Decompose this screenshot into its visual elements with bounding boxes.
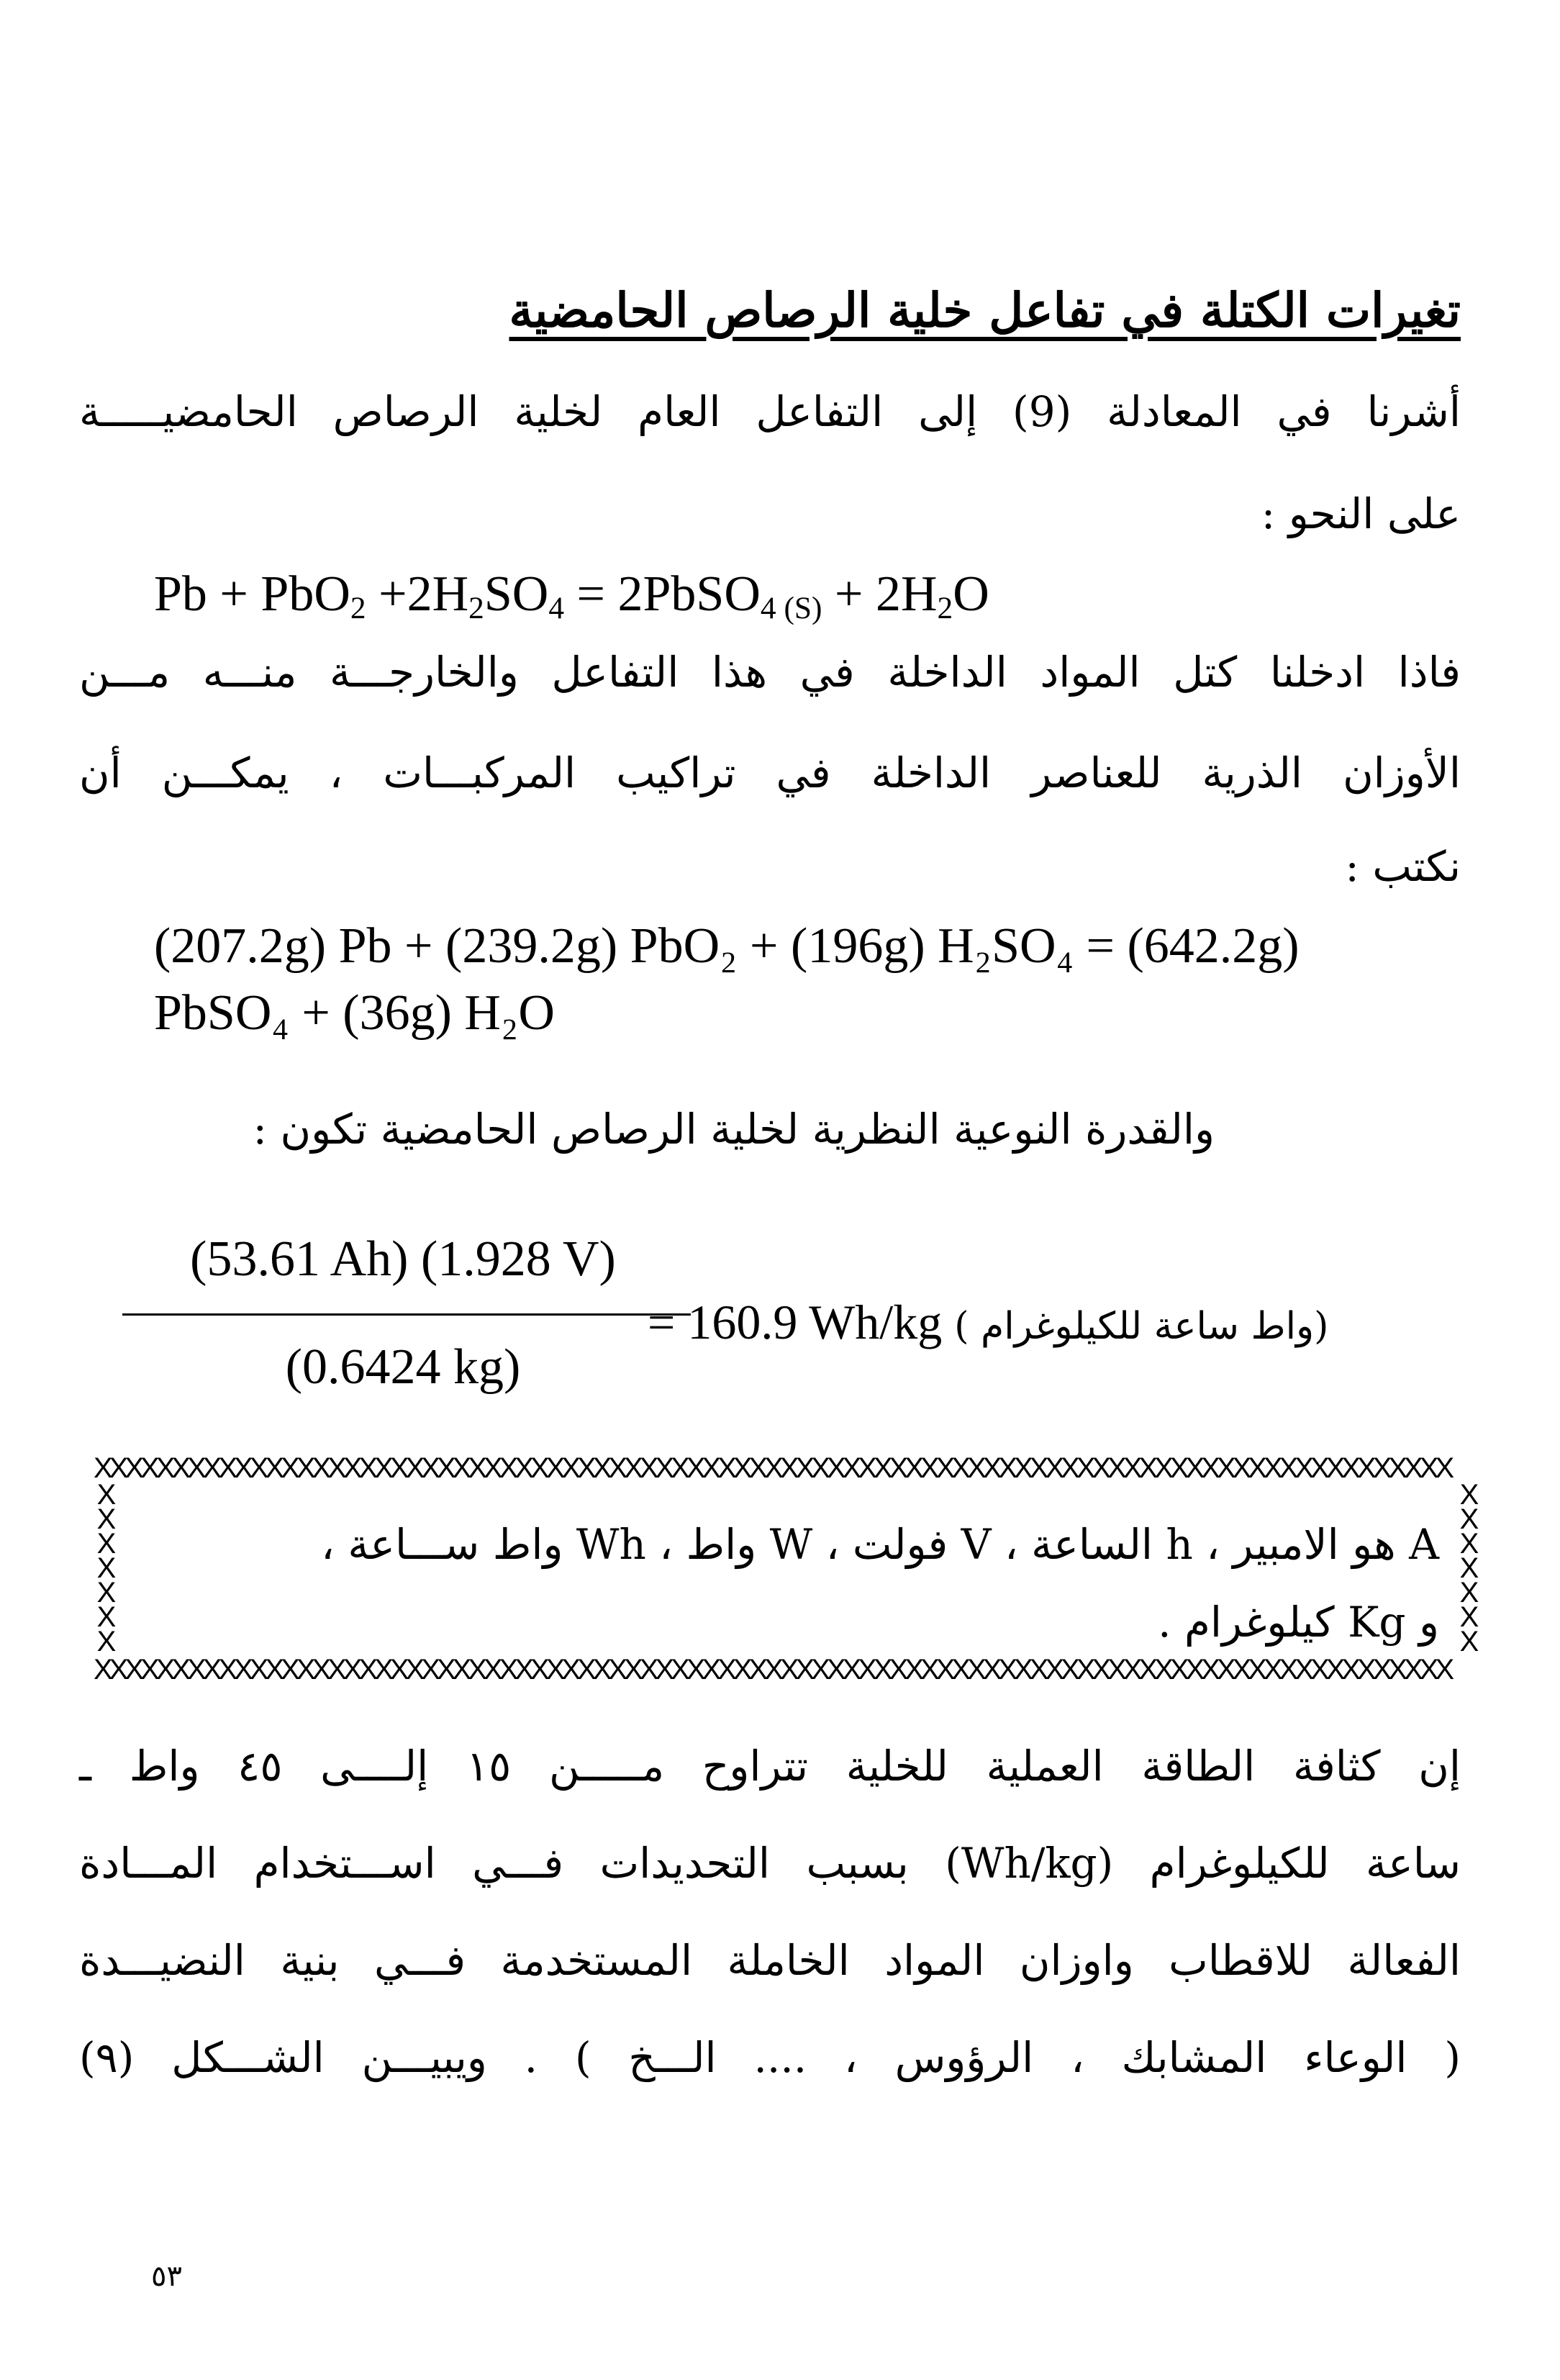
eq-part: = 2PbSO xyxy=(564,566,761,622)
fraction-bar xyxy=(122,1313,691,1316)
para2-line-1: فاذا ادخلنا كتل المواد الداخلة في هذا التفاعل والخارجـــة منـــه مـــن xyxy=(79,648,1461,697)
para3-line-4: ( الوعاء المشابك ، الرؤوس ، .... الـــخ ) . ويبيـــن الشـــكل (٩) xyxy=(79,2033,1461,2082)
eq-part: +2H xyxy=(366,566,469,622)
section-title: تغيرات الكتلة في تفاعل خلية الرصاص الحامضية xyxy=(509,282,1461,338)
result-unit-arabic: ( واط ساعة للكيلوغرام) xyxy=(954,1305,1329,1348)
eq-part: SO xyxy=(484,566,549,622)
reaction-equation xyxy=(154,566,1464,626)
box-border-top: XXXXXXXXXXXXXXXXXXXXXXXXXXXXXXXXXXXXXXXXXXXXXXXXXXXXXXXXXXXXXXXXXXXXXXXXXXXXXXXXXXXXXXX xyxy=(94,1454,1451,1483)
mass-equation-line-1: (207.2g) Pb + (239.2g) PbO₂ + (196g) H₂SO₄ = (642.2g) xyxy=(154,918,1300,974)
para3-line-3: الفعالة للاقطاب واوزان المواد الخاملة المستخدمة فـــي بنية النضيـــدة xyxy=(79,1936,1461,1985)
specific-capacity-formula xyxy=(108,1231,1475,1418)
eq-part: Pb + PbO xyxy=(154,566,350,622)
eq-sub: 4 xyxy=(548,590,565,625)
fraction-denominator: (0.6424 kg) xyxy=(285,1339,521,1395)
box-border-right: XXXXXXX xyxy=(1459,1483,1479,1655)
box-border-left: XXXXXXX xyxy=(96,1483,117,1655)
eq-sub: 2 xyxy=(937,590,953,625)
fraction-result xyxy=(648,1294,1547,1351)
fraction-numerator: (53.61 Ah) (1.928 V) xyxy=(190,1231,616,1287)
para2-line-3: نكتب : xyxy=(1345,842,1461,891)
capacity-line: والقدرة النوعية النظرية لخلية الرصاص الحامضية تكون : xyxy=(253,1105,1215,1154)
para3-line-2: ساعة للكيلوغرام (Wh/kg) بسبب التحديدات فـــي اســـتخدام المـــادة xyxy=(79,1839,1461,1888)
box-border-bottom: XXXXXXXXXXXXXXXXXXXXXXXXXXXXXXXXXXXXXXXXXXXXXXXXXXXXXXXXXXXXXXXXXXXXXXXXXXXXXXXXXXXXXXX xyxy=(94,1655,1451,1684)
units-note-box xyxy=(94,1454,1482,1684)
intro-line-1: أشرنا في المعادلة (9) إلى التفاعل العام لخلية الرصاص الحامضيـــــة xyxy=(79,387,1461,436)
page-number: ٥٣ xyxy=(151,2260,182,2293)
eq-part: O xyxy=(953,566,989,622)
box-line-2: و Kg كيلوغرام . xyxy=(1158,1598,1439,1647)
eq-part: + 2H xyxy=(822,566,938,622)
eq-sub: 2 xyxy=(350,590,366,625)
box-line-1: A هو الامبير ، h الساعة ، V فولت ، W واط ، Wh واط ســـاعة ، xyxy=(321,1520,1439,1569)
intro-line-2: على النحو : xyxy=(1261,489,1461,538)
eq-sub: 2 xyxy=(468,590,484,625)
mass-equation-line-2: PbSO₄ + (36g) H₂O xyxy=(154,985,555,1041)
para2-line-2: الأوزان الذرية للعناصر الداخلة في تراكيب المركبـــات ، يمكـــن أن xyxy=(79,748,1461,797)
eq-sub: (S) xyxy=(776,590,822,625)
para3-line-1: إن كثافة الطاقة العملية للخلية تتراوح مـــــن ١٥ إلــــى ٤٥ واط ـ xyxy=(79,1742,1461,1791)
eq-sub: 4 xyxy=(760,590,776,625)
result-value: = 160.9 Wh/kg xyxy=(648,1295,943,1349)
